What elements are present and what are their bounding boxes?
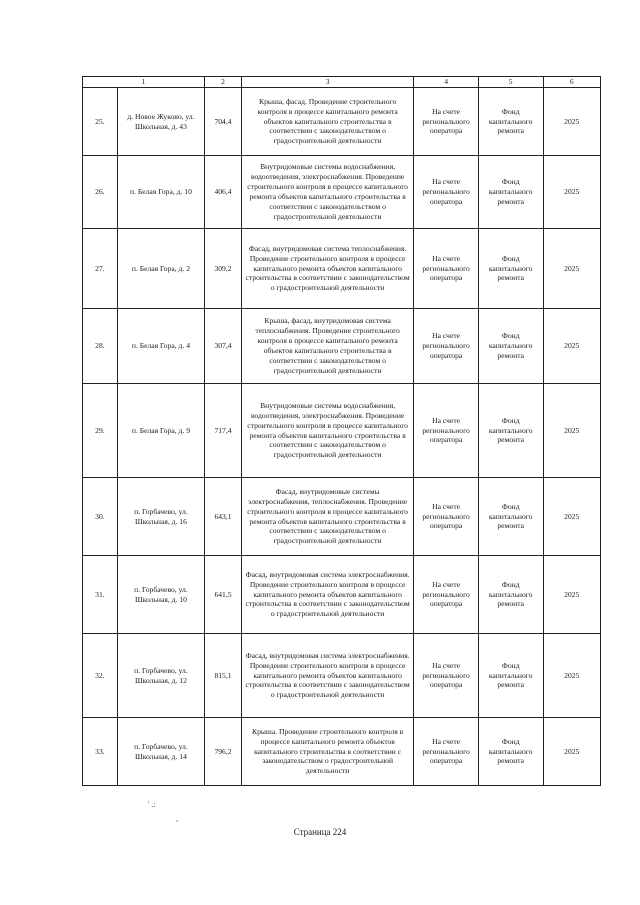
row-year: 2025 [543,556,601,634]
stray-marks: ' .: [148,800,156,809]
row-year: 2025 [543,384,601,478]
row-area: 307,4 [205,309,242,384]
row-number: 28. [83,309,118,384]
row-source: Фонд капитального ремонта [478,718,543,786]
row-number: 27. [83,229,118,309]
row-area: 641,5 [205,556,242,634]
table-row [83,156,601,229]
row-works: Фасад, внутридомовая система электроснабжения. Проведение строительного контроля в процессе капитального ремонта объектов капитального строительства в соответствии с законодательством о градостроительной деятельности [241,634,413,718]
row-source: Фонд капитального ремонта [478,309,543,384]
row-year: 2025 [543,718,601,786]
table-row [83,229,601,309]
header-col-3: 3 [241,77,413,88]
row-number: 31. [83,556,118,634]
header-col-1: 1 [83,77,205,88]
table-row [83,309,601,384]
header-col-5: 5 [478,77,543,88]
row-year: 2025 [543,229,601,309]
row-method: На счете регионального оператора [414,478,479,556]
row-address: п. Белая Гора, д. 2 [117,229,204,309]
row-source: Фонд капитального ремонта [478,88,543,156]
row-year: 2025 [543,156,601,229]
row-works: Крыша. Проведение строительного контроля в процессе капитального ремонта объектов капитального строительства в соответствии с законодательством о градостроительной деятельности [241,718,413,786]
row-works: Фасад, внутридомовая система теплоснабжения. Проведение строительного контроля в процессе капитального ремонта объектов капитального строительства в соответствии с законодательством о градостроительной деятельности [241,229,413,309]
row-number: 25. [83,88,118,156]
row-number: 32. [83,634,118,718]
row-area: 796,2 [205,718,242,786]
row-works: Внутридомовые системы водоснабжения, водоотведения, электроснабжения. Проведение строительного контроля в процессе капитального ремонта объектов капитального строительства в соответствии с законодательством о градостроительной деятельности [241,156,413,229]
row-source: Фонд капитального ремонта [478,634,543,718]
row-source: Фонд капитального ремонта [478,156,543,229]
row-address: п. Белая Гора, д. 4 [117,309,204,384]
row-source: Фонд капитального ремонта [478,229,543,309]
table-header [83,77,601,88]
table-row [83,634,601,718]
row-year: 2025 [543,478,601,556]
row-area: 717,4 [205,384,242,478]
row-address: п. Горбачево, ул. Школьная, д. 16 [117,478,204,556]
row-address: п. Горбачево, ул. Школьная, д. 14 [117,718,204,786]
row-address: п. Горбачево, ул. Школьная, д. 10 [117,556,204,634]
row-area: 643,1 [205,478,242,556]
row-address: п. Белая Гора, д. 10 [117,156,204,229]
row-number: 29. [83,384,118,478]
row-source: Фонд капитального ремонта [478,384,543,478]
row-address: п. Белая Гора, д. 9 [117,384,204,478]
row-number: 30. [83,478,118,556]
page-number: Страница 224 [293,827,347,837]
row-area: 309,2 [205,229,242,309]
row-year: 2025 [543,309,601,384]
table-body [83,88,601,786]
row-number: 33. [83,718,118,786]
row-area: 406,4 [205,156,242,229]
row-method: На счете регионального оператора [414,309,479,384]
register-table [82,76,601,786]
table-row [83,384,601,478]
row-works: Фасад, внутридомовая система электроснабжения. Проведение строительного контроля в процессе капитального ремонта объектов капитального строительства в соответствии с законодательством о градостроительной деятельности [241,556,413,634]
row-method: На счете регионального оператора [414,384,479,478]
row-method: На счете регионального оператора [414,88,479,156]
row-area: 704,4 [205,88,242,156]
table-row [83,556,601,634]
header-col-6: 6 [543,77,601,88]
row-address: п. Горбачево, ул. Школьная, д. 12 [117,634,204,718]
row-method: На счете регионального оператора [414,718,479,786]
row-number: 26. [83,156,118,229]
row-method: На счете регионального оператора [414,156,479,229]
header-col-4: 4 [414,77,479,88]
table-row [83,478,601,556]
table-row [83,718,601,786]
row-source: Фонд капитального ремонта [478,478,543,556]
header-col-2: 2 [205,77,242,88]
row-method: На счете регионального оператора [414,634,479,718]
row-year: 2025 [543,634,601,718]
row-method: На счете регионального оператора [414,556,479,634]
row-works: Крыша, фасад. Проведение строительного контроля в процессе капитального ремонта объектов капитального строительства в соответствии с законодательством о градостроительной деятельности [241,88,413,156]
table-row [83,88,601,156]
row-method: На счете регионального оператора [414,229,479,309]
row-source: Фонд капитального ремонта [478,556,543,634]
row-area: 815,1 [205,634,242,718]
row-works: Фасад, внутридомовые системы электроснабжения, теплоснабжения. Проведение строительного контроля в процессе капитального ремонта объектов капитального строительства в соответствии с законодательством о градостроительной деятельности [241,478,413,556]
row-year: 2025 [543,88,601,156]
row-address: д. Новое Жуково, ул. Школьная, д. 43 [117,88,204,156]
row-works: Крыша, фасад, внутридомовая система теплоснабжения. Проведение строительного контроля в процессе капитального ремонта объектов капитального строительства в соответствии с законодательством о градостроительной деятельности [241,309,413,384]
stray-mark: , [176,814,178,823]
row-works: Внутридомовые системы водоснабжения, водоотведения, электроснабжения. Проведение строительного контроля в процессе капитального ремонта объектов капитального строительства в соответствии с законодательством о градостроительной деятельности [241,384,413,478]
